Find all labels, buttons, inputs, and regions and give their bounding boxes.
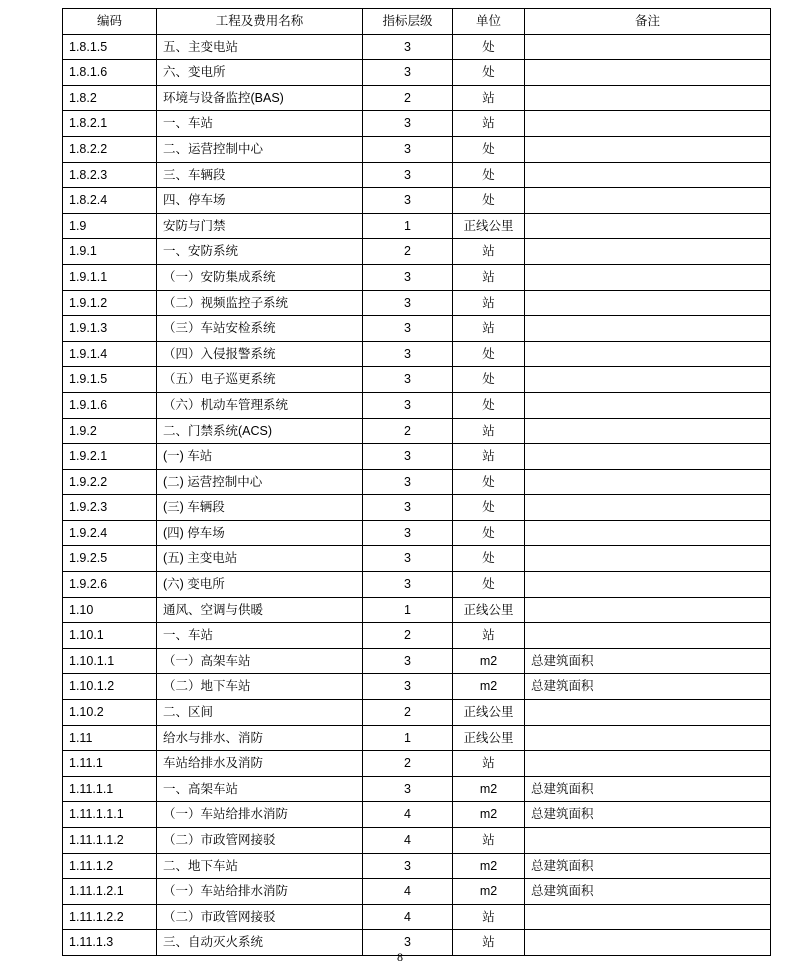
table-row <box>63 34 771 60</box>
cell-remark <box>525 290 771 316</box>
table-row <box>63 111 771 137</box>
cell-level: 3 <box>363 495 453 521</box>
page-number: 8 <box>397 950 403 964</box>
cell-unit: m2 <box>453 853 525 879</box>
cell-name: （二）市政管网接驳 <box>157 828 363 854</box>
cell-level: 2 <box>363 418 453 444</box>
cell-name: （一）车站给排水消防 <box>157 802 363 828</box>
cell-unit: 正线公里 <box>453 213 525 239</box>
column-header-name: 工程及费用名称 <box>157 9 363 35</box>
cell-name: 一、车站 <box>157 111 363 137</box>
cell-unit: m2 <box>453 776 525 802</box>
cell-unit: 站 <box>453 444 525 470</box>
cell-code: 1.9.2.4 <box>63 520 157 546</box>
cell-unit: 站 <box>453 751 525 777</box>
cell-remark <box>525 60 771 86</box>
cell-level: 2 <box>363 623 453 649</box>
table-row <box>63 264 771 290</box>
cell-remark <box>525 700 771 726</box>
cell-remark <box>525 520 771 546</box>
cell-code: 1.8.1.5 <box>63 34 157 60</box>
cell-remark <box>525 469 771 495</box>
cell-unit: m2 <box>453 674 525 700</box>
cell-remark <box>525 418 771 444</box>
cell-code: 1.11 <box>63 725 157 751</box>
table-row <box>63 802 771 828</box>
cell-name: 二、地下车站 <box>157 853 363 879</box>
cell-code: 1.8.1.6 <box>63 60 157 86</box>
table-row <box>63 572 771 598</box>
cell-level: 4 <box>363 828 453 854</box>
cell-name: 安防与门禁 <box>157 213 363 239</box>
cell-unit: 处 <box>453 188 525 214</box>
cell-unit: 站 <box>453 316 525 342</box>
cell-level: 3 <box>363 520 453 546</box>
cell-remark <box>525 239 771 265</box>
cell-code: 1.9.1.3 <box>63 316 157 342</box>
cell-remark <box>525 264 771 290</box>
table-row <box>63 136 771 162</box>
table-row <box>63 648 771 674</box>
cell-name: （五）电子巡更系统 <box>157 367 363 393</box>
cell-unit: 站 <box>453 111 525 137</box>
cell-remark <box>525 495 771 521</box>
table-row <box>63 700 771 726</box>
cell-remark <box>525 136 771 162</box>
cell-unit: m2 <box>453 648 525 674</box>
column-header-remark: 备注 <box>525 9 771 35</box>
cell-remark <box>525 546 771 572</box>
cell-code: 1.11.1.2.2 <box>63 904 157 930</box>
cell-name: （三）车站安检系统 <box>157 316 363 342</box>
table-row <box>63 520 771 546</box>
cell-name: 三、自动灭火系统 <box>157 930 363 956</box>
column-header-code: 编码 <box>63 9 157 35</box>
table-row <box>63 85 771 111</box>
cell-unit: 处 <box>453 367 525 393</box>
cell-remark <box>525 213 771 239</box>
cell-code: 1.11.1.3 <box>63 930 157 956</box>
cell-remark <box>525 85 771 111</box>
cell-remark <box>525 597 771 623</box>
table-header-row <box>63 9 771 35</box>
table-row <box>63 674 771 700</box>
cell-remark <box>525 188 771 214</box>
specification-table <box>62 8 771 956</box>
cell-name: （二）市政管网接驳 <box>157 904 363 930</box>
cell-name: 通风、空调与供暖 <box>157 597 363 623</box>
cell-remark <box>525 623 771 649</box>
cell-code: 1.8.2.3 <box>63 162 157 188</box>
cell-level: 1 <box>363 597 453 623</box>
cell-level: 3 <box>363 776 453 802</box>
cell-unit: 正线公里 <box>453 700 525 726</box>
table-row <box>63 316 771 342</box>
cell-code: 1.11.1.2 <box>63 853 157 879</box>
cell-unit: 站 <box>453 904 525 930</box>
cell-name: （一）车站给排水消防 <box>157 879 363 905</box>
cell-level: 3 <box>363 367 453 393</box>
cell-name: 一、高架车站 <box>157 776 363 802</box>
cell-unit: 站 <box>453 264 525 290</box>
cell-unit: 正线公里 <box>453 597 525 623</box>
table-header <box>63 9 771 35</box>
cell-name: （二）视频监控子系统 <box>157 290 363 316</box>
cell-code: 1.11.1.2.1 <box>63 879 157 905</box>
table-row <box>63 623 771 649</box>
cell-name: （二）地下车站 <box>157 674 363 700</box>
cell-remark <box>525 828 771 854</box>
cell-name: 六、变电所 <box>157 60 363 86</box>
cell-level: 3 <box>363 930 453 956</box>
cell-name: (一) 车站 <box>157 444 363 470</box>
cell-remark <box>525 444 771 470</box>
table-row <box>63 725 771 751</box>
cell-unit: 站 <box>453 623 525 649</box>
cell-name: 四、停车场 <box>157 188 363 214</box>
cell-name: 二、运营控制中心 <box>157 136 363 162</box>
cell-unit: 处 <box>453 34 525 60</box>
cell-name: 一、安防系统 <box>157 239 363 265</box>
table-row <box>63 239 771 265</box>
cell-remark <box>525 316 771 342</box>
cell-level: 3 <box>363 648 453 674</box>
table-row <box>63 392 771 418</box>
table-row <box>63 853 771 879</box>
cell-remark <box>525 341 771 367</box>
cell-name: (二) 运营控制中心 <box>157 469 363 495</box>
cell-level: 2 <box>363 700 453 726</box>
cell-level: 2 <box>363 239 453 265</box>
table-row <box>63 828 771 854</box>
cell-name: (六) 变电所 <box>157 572 363 598</box>
cell-level: 3 <box>363 60 453 86</box>
cell-name: (四) 停车场 <box>157 520 363 546</box>
cell-code: 1.9 <box>63 213 157 239</box>
cell-code: 1.9.2 <box>63 418 157 444</box>
table-row <box>63 904 771 930</box>
cell-remark <box>525 904 771 930</box>
cell-remark: 总建筑面积 <box>525 674 771 700</box>
cell-remark <box>525 572 771 598</box>
cell-level: 3 <box>363 546 453 572</box>
cell-name: （六）机动车管理系统 <box>157 392 363 418</box>
cell-unit: 站 <box>453 239 525 265</box>
cell-unit: 处 <box>453 546 525 572</box>
cell-unit: 处 <box>453 572 525 598</box>
cell-remark <box>525 367 771 393</box>
cell-code: 1.9.1 <box>63 239 157 265</box>
cell-code: 1.9.2.5 <box>63 546 157 572</box>
cell-code: 1.10 <box>63 597 157 623</box>
cell-code: 1.9.1.1 <box>63 264 157 290</box>
cell-level: 3 <box>363 34 453 60</box>
table-row <box>63 367 771 393</box>
cell-unit: 处 <box>453 469 525 495</box>
cell-unit: 处 <box>453 495 525 521</box>
cell-name: 三、车辆段 <box>157 162 363 188</box>
cell-code: 1.8.2.1 <box>63 111 157 137</box>
cell-code: 1.9.1.4 <box>63 341 157 367</box>
cell-name: (三) 车辆段 <box>157 495 363 521</box>
table-row <box>63 418 771 444</box>
cell-unit: 正线公里 <box>453 725 525 751</box>
cell-remark: 总建筑面积 <box>525 648 771 674</box>
cell-code: 1.8.2.2 <box>63 136 157 162</box>
cell-code: 1.10.1 <box>63 623 157 649</box>
cell-level: 3 <box>363 111 453 137</box>
cell-code: 1.9.2.3 <box>63 495 157 521</box>
cell-level: 3 <box>363 290 453 316</box>
cell-remark <box>525 751 771 777</box>
cell-level: 3 <box>363 264 453 290</box>
cell-level: 3 <box>363 136 453 162</box>
table-row <box>63 341 771 367</box>
cell-level: 3 <box>363 341 453 367</box>
cell-level: 3 <box>363 162 453 188</box>
cell-name: 环境与设备监控(BAS) <box>157 85 363 111</box>
cell-level: 1 <box>363 725 453 751</box>
cell-level: 3 <box>363 469 453 495</box>
table-row <box>63 597 771 623</box>
cell-unit: 站 <box>453 930 525 956</box>
cell-remark <box>525 111 771 137</box>
cell-level: 3 <box>363 853 453 879</box>
cell-unit: 站 <box>453 85 525 111</box>
cell-unit: 处 <box>453 162 525 188</box>
cell-code: 1.8.2 <box>63 85 157 111</box>
table-body <box>63 34 771 955</box>
cell-unit: 站 <box>453 828 525 854</box>
cell-unit: 处 <box>453 60 525 86</box>
cell-unit: 站 <box>453 418 525 444</box>
cell-unit: 站 <box>453 290 525 316</box>
cell-level: 2 <box>363 751 453 777</box>
cell-unit: 处 <box>453 520 525 546</box>
cell-remark <box>525 725 771 751</box>
table-row <box>63 60 771 86</box>
cell-code: 1.9.1.5 <box>63 367 157 393</box>
cell-code: 1.11.1.1 <box>63 776 157 802</box>
cell-remark: 总建筑面积 <box>525 802 771 828</box>
cell-level: 4 <box>363 904 453 930</box>
cell-name: 车站给排水及消防 <box>157 751 363 777</box>
cell-unit: m2 <box>453 879 525 905</box>
table-row <box>63 495 771 521</box>
table-row <box>63 290 771 316</box>
cell-level: 3 <box>363 316 453 342</box>
cell-code: 1.9.1.6 <box>63 392 157 418</box>
cell-level: 4 <box>363 802 453 828</box>
cell-unit: 处 <box>453 341 525 367</box>
cell-code: 1.11.1.1.1 <box>63 802 157 828</box>
cell-level: 3 <box>363 392 453 418</box>
cell-code: 1.11.1.1.2 <box>63 828 157 854</box>
cell-code: 1.11.1 <box>63 751 157 777</box>
cell-remark <box>525 162 771 188</box>
cell-level: 4 <box>363 879 453 905</box>
cell-unit: 处 <box>453 392 525 418</box>
cell-remark <box>525 34 771 60</box>
cell-remark <box>525 392 771 418</box>
cell-code: 1.10.1.2 <box>63 674 157 700</box>
cell-name: （四）入侵报警系统 <box>157 341 363 367</box>
cell-code: 1.9.2.1 <box>63 444 157 470</box>
table-row <box>63 751 771 777</box>
cell-name: 一、车站 <box>157 623 363 649</box>
table-row <box>63 162 771 188</box>
cell-name: 给水与排水、消防 <box>157 725 363 751</box>
cell-level: 3 <box>363 444 453 470</box>
table-row <box>63 444 771 470</box>
cell-name: （一）高架车站 <box>157 648 363 674</box>
cell-code: 1.9.2.6 <box>63 572 157 598</box>
cell-level: 3 <box>363 188 453 214</box>
cell-name: (五) 主变电站 <box>157 546 363 572</box>
cell-name: （一）安防集成系统 <box>157 264 363 290</box>
cell-remark: 总建筑面积 <box>525 879 771 905</box>
cell-code: 1.9.1.2 <box>63 290 157 316</box>
table-row <box>63 213 771 239</box>
cell-code: 1.8.2.4 <box>63 188 157 214</box>
cell-unit: m2 <box>453 802 525 828</box>
cell-remark: 总建筑面积 <box>525 853 771 879</box>
cell-name: 二、门禁系统(ACS) <box>157 418 363 444</box>
cell-level: 3 <box>363 674 453 700</box>
table-row <box>63 546 771 572</box>
cell-code: 1.10.1.1 <box>63 648 157 674</box>
cell-level: 3 <box>363 572 453 598</box>
cell-level: 2 <box>363 85 453 111</box>
cell-name: 二、区间 <box>157 700 363 726</box>
table-row <box>63 879 771 905</box>
table-row <box>63 469 771 495</box>
table-row <box>63 776 771 802</box>
cell-remark: 总建筑面积 <box>525 776 771 802</box>
cell-code: 1.9.2.2 <box>63 469 157 495</box>
table-row <box>63 188 771 214</box>
cell-level: 1 <box>363 213 453 239</box>
cell-unit: 处 <box>453 136 525 162</box>
column-header-unit: 单位 <box>453 9 525 35</box>
cell-name: 五、主变电站 <box>157 34 363 60</box>
column-header-level: 指标层级 <box>363 9 453 35</box>
cell-code: 1.10.2 <box>63 700 157 726</box>
